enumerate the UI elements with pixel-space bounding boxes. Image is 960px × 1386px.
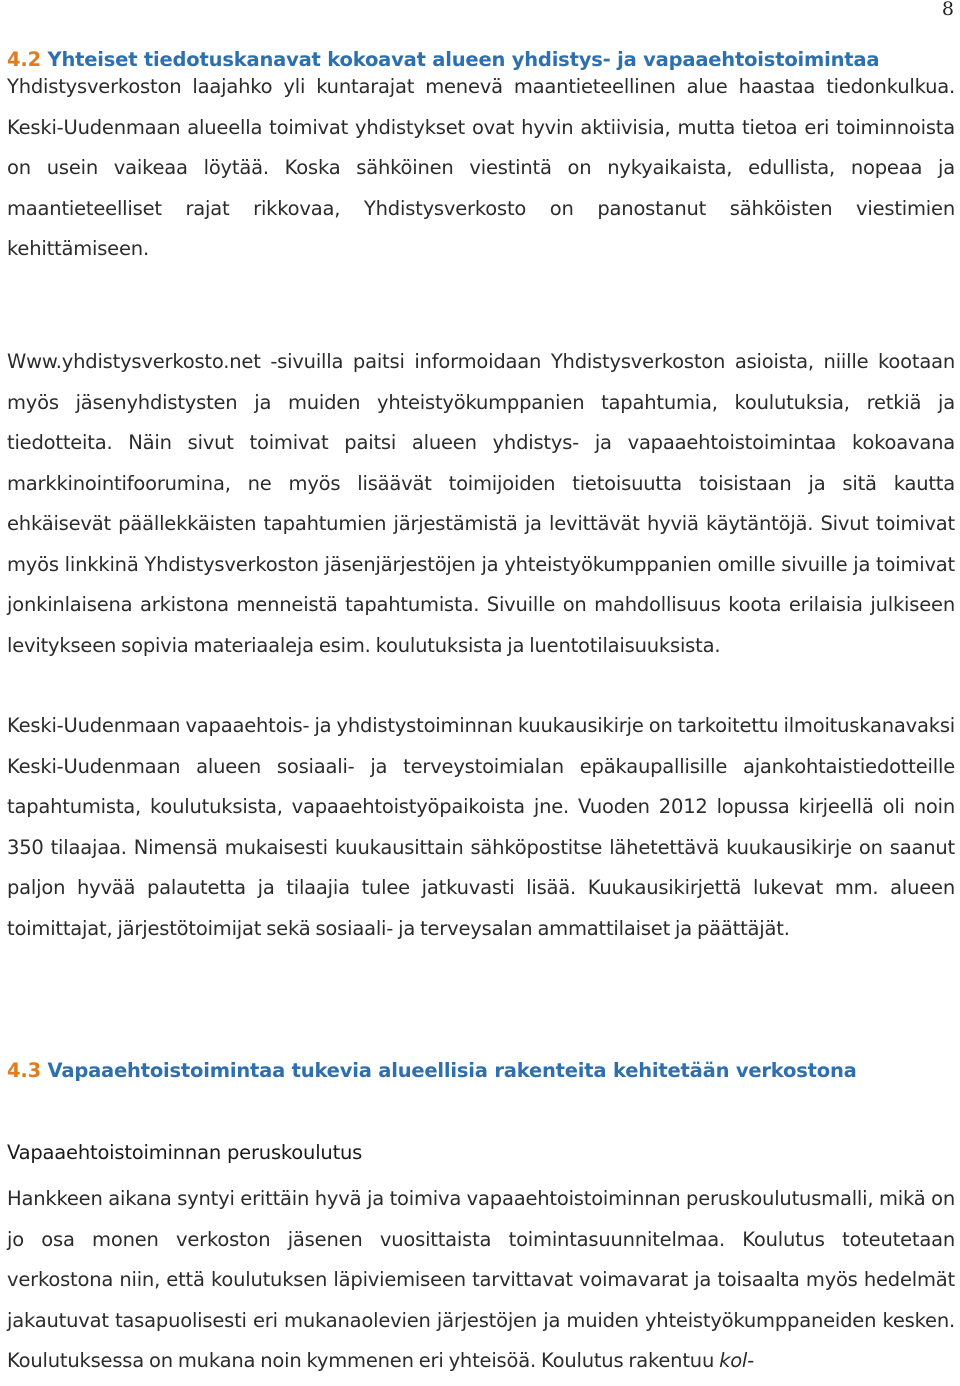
section-number: 4.2 (7, 48, 41, 71)
section-title: Vapaaehtoistoimintaa tukevia alueellisia rakenteita kehitetään verkostona (47, 1059, 857, 1082)
paragraph: Keski-Uudenmaan vapaaehtois- ja yhdistystoiminnan kuukausikirje on tarkoitettu ilmoituskanavaksi Keski-Uudenmaan alueen sosiaali- ja terveystoimialan epäkaupallisille ajankohtaistiedotteille tapahtumista, koulutuksista, vapaaehtoistyöpaikoista jne. Vuoden 2012 lopussa kirjeellä oli noin 350 tilaajaa. Nimensä mukaisesti kuukausittain sähköpostitse lähetettävä kuukausikirje on saanut paljon hyvää palautetta ja tilaajia tulee jatkuvasti lisää. Kuukausikirjettä lukevat mm. alueen toimittajat, järjestötoimijat sekä sosiaali- ja terveysalan ammattilaiset ja päättäjät. (7, 714, 955, 940)
subheading: Vapaaehtoistoiminnan peruskoulutus (7, 1141, 363, 1164)
paragraph (7, 1179, 955, 1382)
paragraph: Yhdistysverkoston laajahko yli kuntarajat menevä maantieteellinen alue haastaa tiedonkulkua. Keski-Uudenmaan alueella toimivat yhdistykset ovat hyvin aktiivisia, mutta tietoa eri toiminnoista on usein vaikeaa löytää. Koska sähköinen viestintä on nykyaikaista, edullista, nopeaa ja maantieteelliset rajat rikkovaa, Yhdistysverkosto on panostanut sähköisten viestimien kehittämiseen. (7, 75, 955, 260)
paragraph: Www.yhdistysverkosto.net -sivuilla paitsi informoidaan Yhdistysverkoston asioista, niille kootaan myös jäsenyhdistysten ja muiden yhteistyökumppanien tapahtumia, koulutuksia, retkiä ja tiedotteita. Näin sivut toimivat paitsi alueen yhdistys- ja vapaaehtoistoimintaa kokoavana markkinointifoorumina, ne myös lisäävät toimijoiden tietoisuutta toisistaan ja sitä kautta ehkäisevät päällekkäisten tapahtumien järjestämistä ja levittävät hyviä käytäntöjä. Sivut toimivat myös linkkinä Yhdistysverkoston jäsenjärjestöjen ja yhteistyökumppanien omille sivuille ja toimivat jonkinlaisena arkistona menneistä tapahtumista. Sivuille on mahdollisuus koota erilaisia julkiseen levitykseen sopivia materiaaleja esim. koulutuksista ja luentotilaisuuksista. (7, 350, 955, 657)
paragraph-italic-text: kol- (719, 1349, 754, 1372)
paragraph-text: Hankkeen aikana syntyi erittäin hyvä ja toimiva vapaaehtoistoiminnan peruskoulutusmalli, mikä on jo osa monen verkoston jäsenen vuosittaista toimintasuunnitelmaa. Koulutus toteutetaan verkostona niin, että koulutuksen läpiviemiseen tarvittavat voimavarat ja toisaalta myös hedelmät jakautuvat tasapuolisesti eri mukanaolevien järjestöjen ja muiden yhteistyökumppaneiden kesken. Koulutuksessa on mukana noin kymmenen eri yhteisöä. Koulutus rakentuu (7, 1187, 955, 1372)
section-title: Yhteiset tiedotuskanavat kokoavat alueen yhdistys- ja vapaaehtoistoimintaa (47, 48, 880, 71)
page-number: 8 (941, 0, 954, 20)
section-number: 4.3 (7, 1059, 41, 1082)
section-heading-4-3 (7, 1051, 857, 1091)
